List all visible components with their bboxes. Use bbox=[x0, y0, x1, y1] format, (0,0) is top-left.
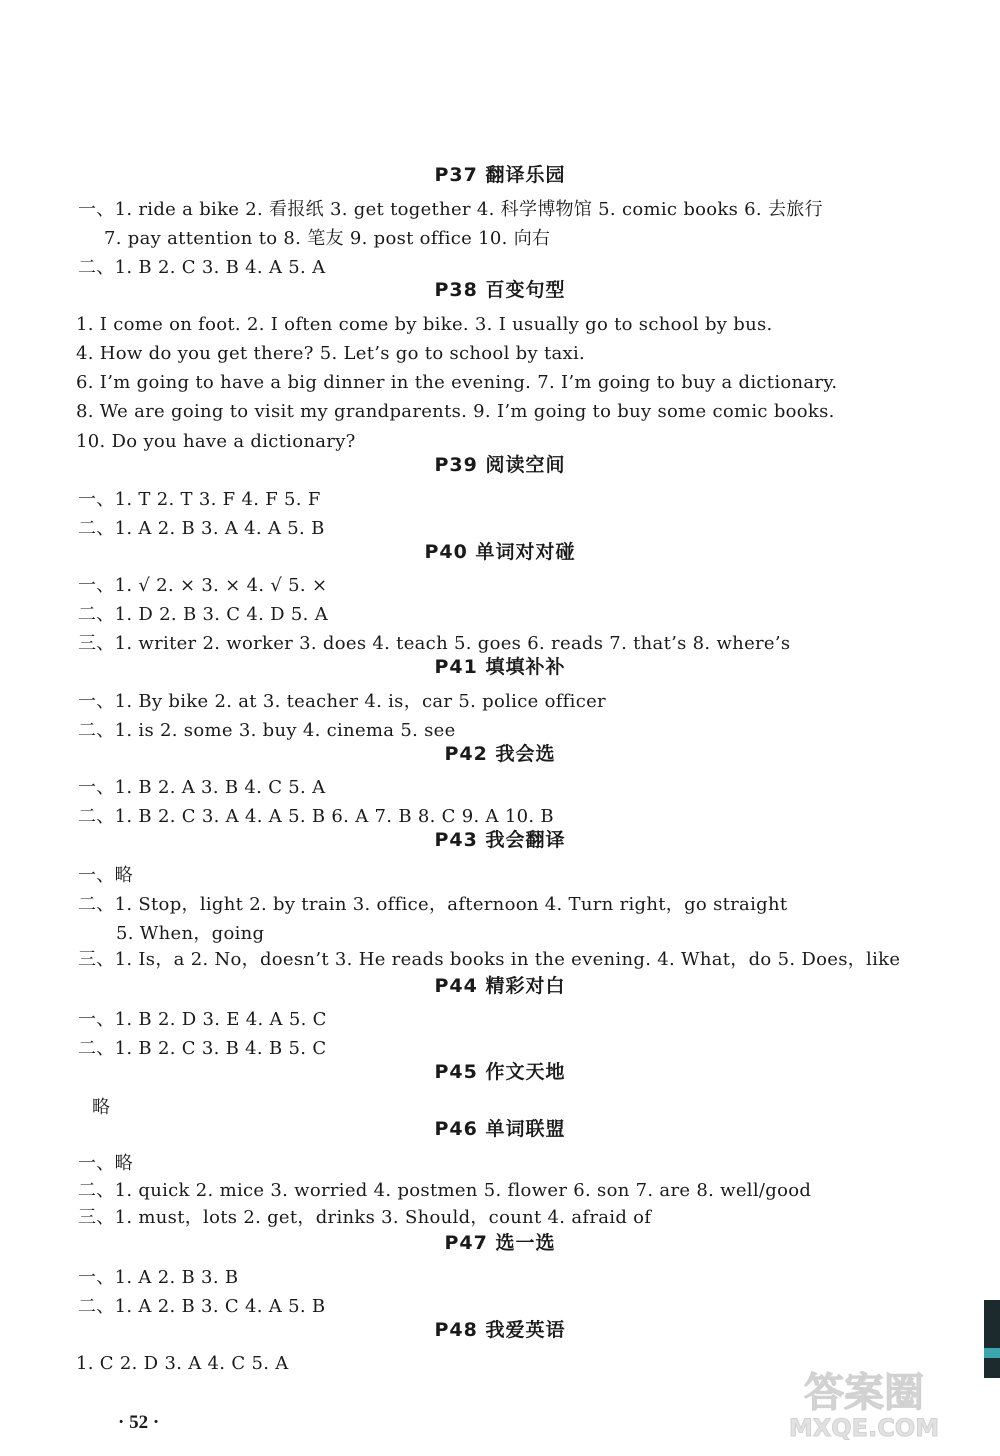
answer-line: 二、1. B 2. C 3. A 4. A 5. B 6. A 7. B 8. C 9. A 10. B bbox=[78, 806, 554, 827]
answer-line: 二、1. A 2. B 3. A 4. A 5. B bbox=[78, 518, 325, 539]
page-number: · 52 · bbox=[118, 1412, 160, 1433]
answer-line: 6. I’m going to have a big dinner in the evening. 7. I’m going to buy a dictionary. bbox=[76, 372, 838, 393]
answer-line: 一、1. B 2. A 3. B 4. C 5. A bbox=[78, 777, 326, 798]
answer-line: 二、1. is 2. some 3. buy 4. cinema 5. see bbox=[78, 720, 456, 741]
section-heading-p41: P41 填填补补 bbox=[434, 656, 566, 678]
answer-line: 二、1. A 2. B 3. C 4. A 5. B bbox=[78, 1296, 326, 1317]
answer-line: 7. pay attention to 8. 笔友 9. post office 10. 向右 bbox=[104, 228, 551, 249]
section-heading-p47: P47 选一选 bbox=[444, 1232, 556, 1254]
answer-line: 一、1. A 2. B 3. B bbox=[78, 1267, 239, 1288]
answer-line: 一、1. T 2. T 3. F 4. F 5. F bbox=[78, 489, 321, 510]
section-heading-p39: P39 阅读空间 bbox=[434, 454, 566, 476]
answer-line: 10. Do you have a dictionary? bbox=[76, 431, 356, 452]
answer-line: 一、略 bbox=[78, 1153, 133, 1174]
section-heading-p48: P48 我爱英语 bbox=[434, 1319, 566, 1341]
answer-line: 一、1. By bike 2. at 3. teacher 4. is，car 5. police officer bbox=[78, 691, 606, 712]
section-heading-p43: P43 我会翻译 bbox=[434, 829, 566, 851]
answer-line: 三、1. must，lots 2. get，drinks 3. Should，count 4. afraid of bbox=[78, 1207, 652, 1228]
section-heading-p42: P42 我会选 bbox=[444, 743, 556, 765]
answer-line: 1. C 2. D 3. A 4. C 5. A bbox=[76, 1353, 289, 1374]
watermark-text: 答案圈 MXQE.COM bbox=[788, 1370, 940, 1442]
answer-line: 5. When，going bbox=[116, 923, 265, 944]
answer-line: 1. I come on foot. 2. I often come by bike. 3. I usually go to school by bus. bbox=[76, 314, 773, 335]
answer-line: 二、1. quick 2. mice 3. worried 4. postmen 5. flower 6. son 7. are 8. well/good bbox=[78, 1180, 812, 1201]
answer-line: 二、1. B 2. C 3. B 4. B 5. C bbox=[78, 1038, 327, 1059]
answer-line: 二、1. B 2. C 3. B 4. A 5. A bbox=[78, 257, 326, 278]
watermark-logo bbox=[734, 1370, 994, 1450]
answer-line: 三、1. Is，a 2. No，doesn’t 3. He reads books in the evening. 4. What，do 5. Does，like bbox=[78, 949, 901, 970]
section-heading-p46: P46 单词联盟 bbox=[434, 1118, 566, 1140]
section-heading-p40: P40 单词对对碰 bbox=[424, 541, 576, 563]
section-heading-p45: P45 作文天地 bbox=[434, 1061, 566, 1083]
answer-line: 一、1. B 2. D 3. E 4. A 5. C bbox=[78, 1009, 327, 1030]
answer-line: 二、1. Stop，light 2. by train 3. office，afternoon 4. Turn right，go straight bbox=[78, 894, 788, 915]
answer-line: 8. We are going to visit my grandparents. 9. I’m going to buy some comic books. bbox=[76, 401, 835, 422]
section-heading-p44: P44 精彩对白 bbox=[434, 975, 566, 997]
section-heading-p37: P37 翻译乐园 bbox=[434, 164, 566, 186]
answer-line: 略 bbox=[92, 1097, 111, 1118]
answer-line: 一、1. √ 2. × 3. × 4. √ 5. × bbox=[78, 575, 328, 596]
page-edge-tab bbox=[984, 1300, 1000, 1378]
section-heading-p38: P38 百变句型 bbox=[434, 279, 566, 301]
answer-line: 4. How do you get there? 5. Let’s go to school by taxi. bbox=[76, 343, 586, 364]
answer-line: 一、略 bbox=[78, 865, 133, 886]
answer-line: 二、1. D 2. B 3. C 4. D 5. A bbox=[78, 604, 329, 625]
answer-line: 一、1. ride a bike 2. 看报纸 3. get together 4. 科学博物馆 5. comic books 6. 去旅行 bbox=[78, 199, 823, 220]
answer-line: 三、1. writer 2. worker 3. does 4. teach 5. goes 6. reads 7. that’s 8. where’s bbox=[78, 633, 791, 654]
